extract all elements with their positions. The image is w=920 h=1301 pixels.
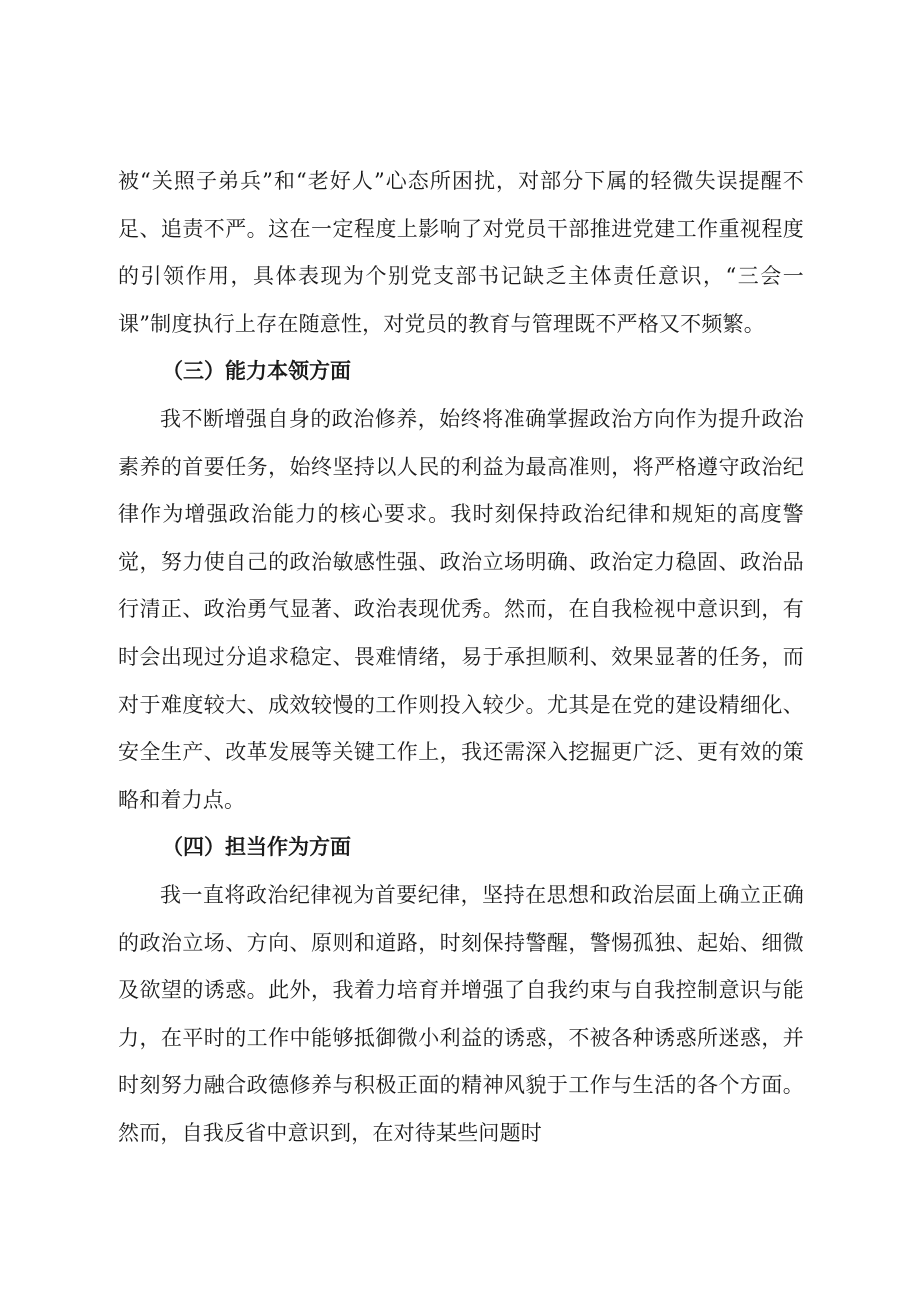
paragraph-ability: 我不断增强自身的政治修养，始终将准确掌握政治方向作为提升政治素养的首要任务，始终坚持以人民的利益为最高准则，将严格遵守政治纪律作为增强政治能力的核心要求。我时刻保持政治纪律和规矩的高度警觉，努力使自己的政治敏感性强、政治立场明确、政治定力稳固、政治品行清正、政治勇气显著、政治表现优秀。然而，在自我检视中意识到，有时会出现过分追求稳定、畏难情绪，易于承担顺利、效果显著的任务，而对于难度较大、成效较慢的工作则投入较少。尤其是在党的建设精细化、安全生产、改革发展等关键工作上，我还需深入挖掘更广泛、更有效的策略和着力点。 (118, 406, 804, 812)
paragraph-responsibility: 我一直将政治纪律视为首要纪律，坚持在思想和政治层面上确立正确的政治立场、方向、原则和道路，时刻保持警醒，警惕孤独、起始、细微及欲望的诱惑。此外，我着力培育并增强了自我约束与自我控制意识与能力，在平时的工作中能够抵御微小利益的诱惑，不被各种诱惑所迷惑，并时刻努力融合政德修养与积极正面的精神风貌于工作与生活的各个方面。然而，自我反省中意识到，在对待某些问题时 (118, 882, 804, 1145)
paragraph-continued: 被“关照子弟兵”和“老好人”心态所困扰，对部分下属的轻微失误提醒不足、追责不严。这在一定程度上影响了对党员干部推进党建工作重视程度的引领作用，具体表现为个别党支部书记缺乏主体责任意识，“三会一课”制度执行上存在随意性，对党员的教育与管理既不严格又不频繁。 (118, 169, 804, 336)
section-heading-responsibility: （四）担当作为方面 (162, 835, 351, 860)
section-heading-ability: （三）能力本领方面 (162, 359, 351, 384)
document-body (118, 158, 804, 1157)
